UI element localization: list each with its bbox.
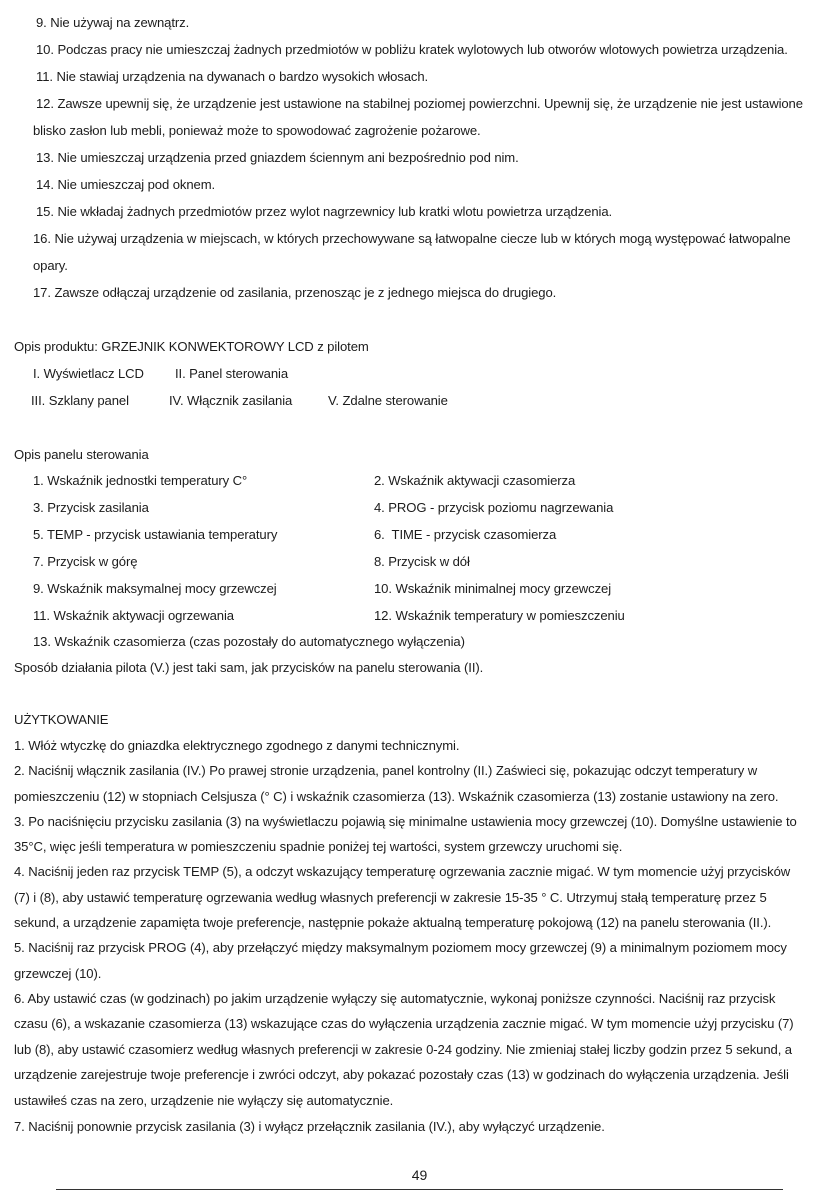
usage-line: 7. Naciśnij ponownie przycisk zasilania (3) i wyłącz przełącznik zasilania (IV.), aby wyłączyć urządzenie.	[14, 1119, 605, 1134]
panel-item-13: 13. Wskaźnik czasomierza (czas pozostały do automatycznego wyłączenia)	[33, 634, 465, 649]
safety-item-12: 12. Zawsze upewnij się, że urządzenie jest ustawione na stabilnej poziomej powierzchni. Upewnij się, że urządzenie nie jest ustawione	[36, 96, 803, 111]
safety-item-13: 13. Nie umieszczaj urządzenia przed gniazdem ściennym ani bezpośrednio pod nim.	[36, 150, 519, 165]
usage-line: grzewczej (10).	[14, 966, 102, 981]
panel-item-9: 9. Wskaźnik maksymalnej mocy grzewczej	[33, 581, 277, 596]
safety-item-14: 14. Nie umieszczaj pod oknem.	[36, 177, 216, 192]
usage-line: 35°C, więc jeśli temperatura w pomieszczeniu spadnie poniżej tej wartości, system grzewczy uruchomi się.	[14, 839, 623, 854]
panel-heading: Opis panelu sterowania	[14, 447, 149, 462]
product-part-switch: IV. Włącznik zasilania	[169, 393, 293, 408]
usage-heading: UŻYTKOWANIE	[14, 712, 109, 727]
usage-line: (7) i (8), aby ustawić temperaturę ogrzewania według własnych preferencji w zakresie 15-35 ° C. Utrzymuj stałą temperaturę przez 5	[14, 890, 767, 905]
panel-item-1: 1. Wskaźnik jednostki temperatury C°	[33, 473, 248, 488]
remote-note: Sposób działania pilota (V.) jest taki sam, jak przycisków na panelu sterowania (II).	[14, 660, 484, 675]
usage-line: czasu (6), a wskazanie czasomierza (13) wskazujące czas do wyłączenia urządzenia zacznie migać. W tym momencie użyj przycisku (7)	[14, 1016, 794, 1031]
usage-line: pomieszczeniu (12) w stopniach Celsjusza (° C) i wskaźnik czasomierza (13). Wskaźnik czasomierza (13) zostanie ustawiony na zero.	[14, 789, 779, 804]
safety-item-9: 9. Nie używaj na zewnątrz.	[36, 15, 190, 30]
safety-item-15: 15. Nie wkładaj żadnych przedmiotów przez wylot nagrzewnicy lub kratki wlotu powietrza urządzenia.	[36, 204, 613, 219]
panel-item-6: 6. TIME - przycisk czasomierza	[374, 527, 557, 542]
usage-line: 2. Naciśnij włącznik zasilania (IV.) Po prawej stronie urządzenia, panel kontrolny (II.) Zaświeci się, pokazując odczyt temperatury w	[14, 763, 758, 778]
page-number: 49	[411, 1167, 428, 1183]
panel-item-2: 2. Wskaźnik aktywacji czasomierza	[374, 473, 576, 488]
product-part-panel: II. Panel sterowania	[175, 366, 288, 381]
panel-item-5: 5. TEMP - przycisk ustawiania temperatury	[33, 527, 278, 542]
usage-line: 4. Naciśnij jeden raz przycisk TEMP (5), a odczyt wskazujący temperaturę ogrzewania zacznie migać. W tym momencie użyj przycisków	[14, 864, 791, 879]
product-part-glass: III. Szklany panel	[31, 393, 129, 408]
panel-item-10: 10. Wskaźnik minimalnej mocy grzewczej	[374, 581, 612, 596]
safety-item-10: 10. Podczas pracy nie umieszczaj żadnych przedmiotów w pobliżu kratek wylotowych lub otworów wlotowych powietrza urządzenia.	[36, 42, 788, 57]
safety-item-16-continued: opary.	[33, 258, 68, 273]
footer-divider	[56, 1189, 783, 1190]
product-part-lcd: I. Wyświetlacz LCD	[33, 366, 144, 381]
panel-item-3: 3. Przycisk zasilania	[33, 500, 149, 515]
usage-line: 1. Włóż wtyczkę do gniazdka elektrycznego zgodnego z danymi technicznymi.	[14, 738, 460, 753]
usage-line: ustawiłeś czas na zero, urządzenie nie wyłączy się automatycznie.	[14, 1093, 394, 1108]
panel-item-4: 4. PROG - przycisk poziomu nagrzewania	[374, 500, 614, 515]
usage-line: 6. Aby ustawić czas (w godzinach) po jakim urządzenie wyłączy się automatycznie, wykonaj poniższe czynności. Naciśnij raz przycisk	[14, 991, 776, 1006]
safety-item-12-continued: blisko zasłon lub mebli, ponieważ może to spowodować zagrożenie pożarowe.	[33, 123, 481, 138]
usage-line: 3. Po naciśnięciu przycisku zasilania (3) na wyświetlaczu pojawią się minimalne ustawienia mocy grzewczej (10). Domyślne ustawienie to	[14, 814, 797, 829]
usage-line: lub (8), aby ustawić czasomierz według własnych preferencji w zakresie 0-24 godziny. Nie zmieniaj stałej liczby godzin przez 5 sekund, a	[14, 1042, 792, 1057]
usage-line: urządzenie zarejestruje twoje preferencje i zwróci odczyt, aby pokazać pozostały czas (13) w godzinach do wyłączenia urządzenia. Jeśli	[14, 1067, 789, 1082]
safety-item-16: 16. Nie używaj urządzenia w miejscach, w których przechowywane są łatwopalne ciecze lub w których mogą występować łatwopalne	[33, 231, 791, 246]
product-heading: Opis produktu: GRZEJNIK KONWEKTOROWY LCD z pilotem	[14, 339, 369, 354]
panel-item-8: 8. Przycisk w dół	[374, 554, 470, 569]
usage-line: sekund, a urządzenie zapamięta twoje preferencje, następnie pokaże aktualną temperaturę pokojową (12) na panelu sterowania (II.).	[14, 915, 772, 930]
safety-item-11: 11. Nie stawiaj urządzenia na dywanach o bardzo wysokich włosach.	[36, 69, 429, 84]
usage-line: 5. Naciśnij raz przycisk PROG (4), aby przełączyć między maksymalnym poziomem mocy grzewczej (9) a minimalnym poziomem mocy	[14, 940, 787, 955]
panel-item-12: 12. Wskaźnik temperatury w pomieszczeniu	[374, 608, 625, 623]
panel-item-7: 7. Przycisk w górę	[33, 554, 138, 569]
safety-item-17: 17. Zawsze odłączaj urządzenie od zasilania, przenosząc je z jednego miejsca do drugiego.	[33, 285, 557, 300]
product-part-remote: V. Zdalne sterowanie	[328, 393, 448, 408]
panel-item-11: 11. Wskaźnik aktywacji ogrzewania	[33, 608, 234, 623]
